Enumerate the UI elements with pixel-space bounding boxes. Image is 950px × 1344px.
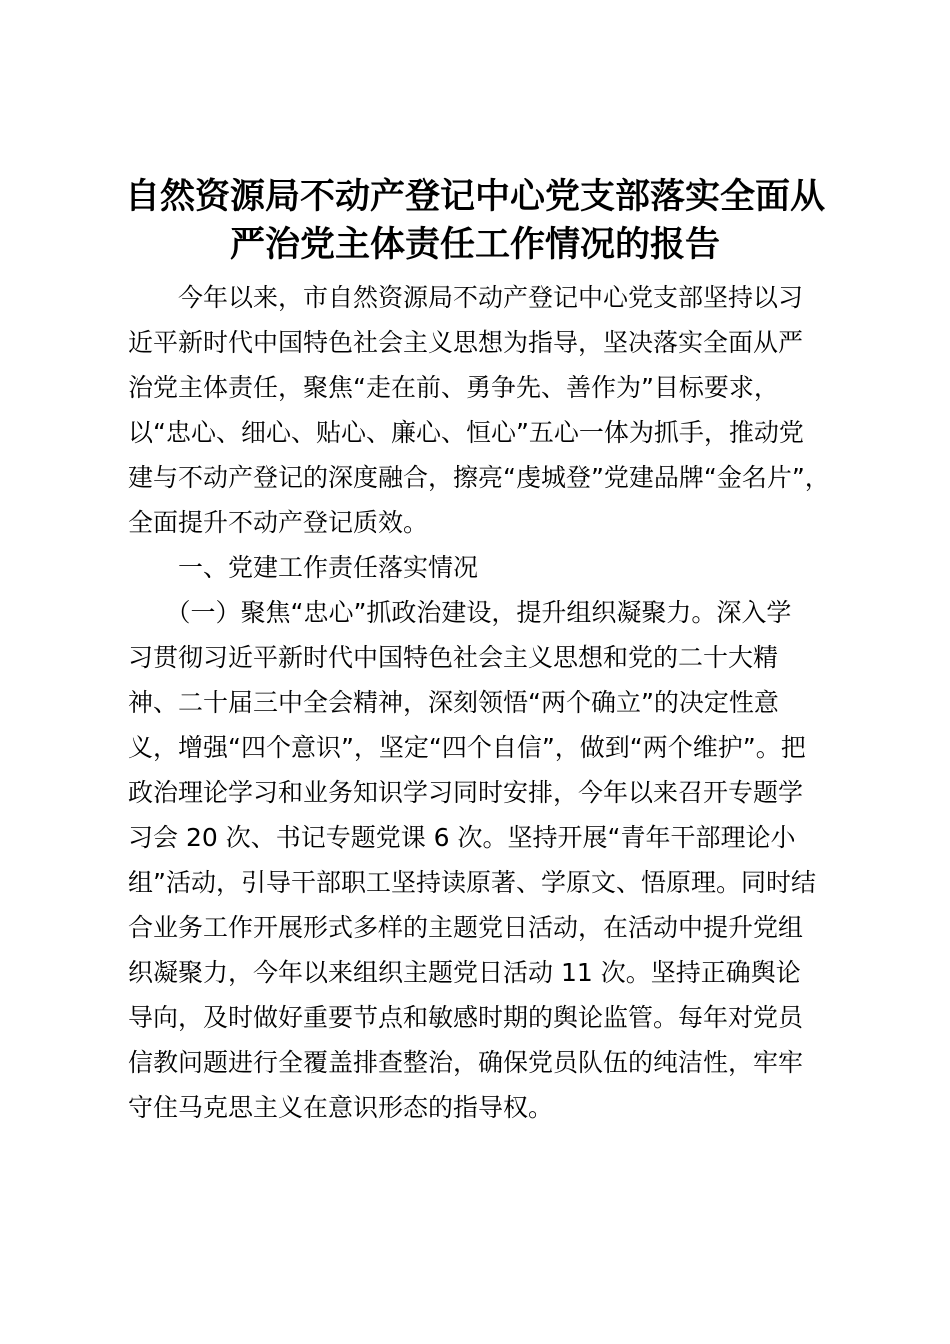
- paragraph-line: 以“忠心、细心、贴心、廉心、恒心”五心一体为抓手，推动党: [128, 418, 804, 447]
- paragraph-line: 导向，及时做好重要节点和敏感时期的舆论监管。每年对党员: [128, 1003, 804, 1032]
- paragraph-line: 神、二十届三中全会精神，深刻领悟“两个确立”的决定性意: [128, 688, 779, 717]
- paragraph-line: 今年以来，市自然资源局不动产登记中心党支部坚持以习: [128, 283, 804, 312]
- section-heading: 一、党建工作责任落实情况: [128, 553, 479, 582]
- paragraph-line: 全面提升不动产登记质效。: [128, 508, 429, 537]
- paragraph-line: 义，增强“四个意识”，坚定“四个自信”，做到“两个维护”。把: [128, 733, 806, 762]
- paragraph-line: 组”活动，引导干部职工坚持读原著、学原文、悟原理。同时结: [128, 868, 816, 897]
- paragraph-line: 近平新时代中国特色社会主义思想为指导，坚决落实全面从严: [128, 328, 804, 357]
- document-title-line-1: 自然资源局不动产登记中心党支部落实全面从: [124, 177, 825, 217]
- document-title-line-2: 严治党主体责任工作情况的报告: [229, 225, 720, 265]
- paragraph-line: 合业务工作开展形式多样的主题党日活动，在活动中提升党组: [128, 913, 804, 942]
- paragraph-line: 习会 20 次、书记专题党课 6 次。坚持开展“青年干部理论小: [128, 823, 796, 852]
- paragraph-line: 建与不动产登记的深度融合，擦亮“虔城登”党建品牌“金名片”，: [128, 463, 830, 492]
- paragraph-line: 治党主体责任，聚焦“走在前、勇争先、善作为”目标要求，: [128, 373, 779, 402]
- paragraph-line: 信教问题进行全覆盖排查整治，确保党员队伍的纯洁性，牢牢: [128, 1048, 804, 1077]
- paragraph-line: （一）聚焦“忠心”抓政治建设，提升组织凝聚力。深入学: [128, 598, 792, 627]
- paragraph-line: 织凝聚力，今年以来组织主题党日活动 11 次。坚持正确舆论: [128, 958, 801, 987]
- paragraph-line: 政治理论学习和业务知识学习同时安排，今年以来召开专题学: [128, 778, 804, 807]
- paragraph-line: 习贯彻习近平新时代中国特色社会主义思想和党的二十大精: [128, 643, 779, 672]
- paragraph-line: 守住马克思主义在意识形态的指导权。: [128, 1093, 554, 1122]
